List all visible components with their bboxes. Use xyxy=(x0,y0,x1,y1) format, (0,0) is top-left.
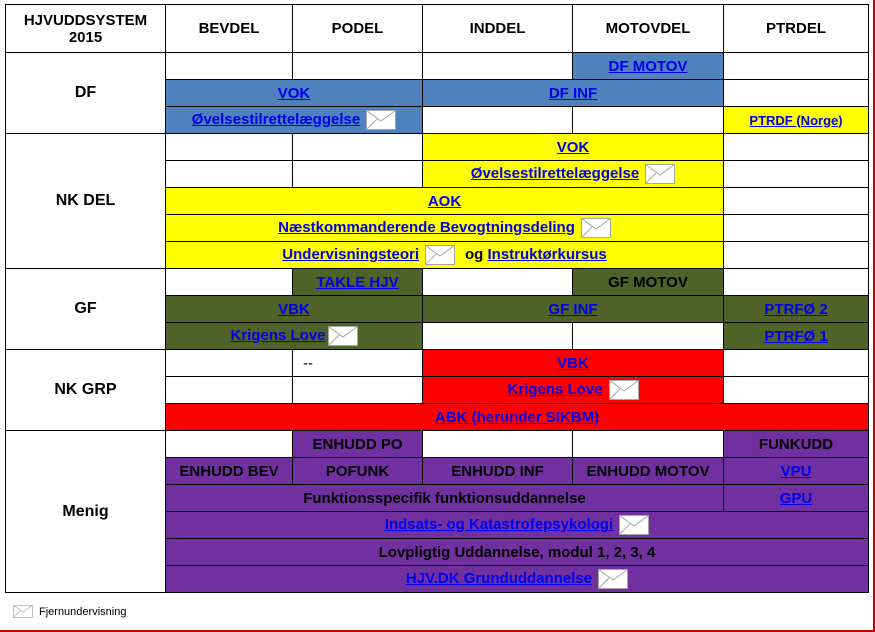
df-ovelse-link[interactable]: Øvelsestilrettelæggelse xyxy=(191,110,361,128)
empty-cell xyxy=(166,431,293,458)
envelope-icon xyxy=(13,605,33,618)
lovpligtig-cell: Lovpligtig Uddannelse, modul 1, 2, 3, 4 xyxy=(166,539,869,566)
ptrdf-link[interactable]: PTRDF (Norge) xyxy=(749,112,843,128)
column-header-motovdel: MOTOVDEL xyxy=(573,5,724,53)
nkdel-vok-link[interactable]: VOK xyxy=(556,138,590,156)
gf-takle-link[interactable]: TAKLE HJV xyxy=(316,273,399,291)
nkdel-instruktor-link[interactable]: Instruktørkursus xyxy=(487,245,607,263)
funktionsspecifik-cell: Funktionsspecifik funktionsuddannelse xyxy=(166,485,724,512)
empty-cell xyxy=(423,323,573,350)
enhudd-inf-cell: ENHUDD INF xyxy=(423,458,573,485)
row-label-gf: GF xyxy=(6,269,166,350)
nkgrp-abk-link[interactable]: ABK (herunder SIKBM) xyxy=(434,408,600,426)
ptrdf-cell xyxy=(724,107,869,134)
row-label-df: DF xyxy=(6,53,166,134)
column-header-ptrdel: PTRDEL xyxy=(724,5,869,53)
nkdel-naestkommanderende-cell xyxy=(166,215,724,242)
gf-inf-link[interactable]: GF INF xyxy=(548,300,598,318)
envelope-icon xyxy=(425,245,455,265)
nkdel-undervisning-cell xyxy=(166,242,724,269)
nkdel-ovelse-link[interactable]: Øvelsestilrettelæggelse xyxy=(470,164,640,182)
nkgrp-dash-cell: -- xyxy=(293,350,423,377)
nkgrp-abk-cell xyxy=(166,404,869,431)
row-label-nkgrp: NK GRP xyxy=(6,350,166,431)
envelope-icon xyxy=(366,110,396,130)
nkgrp-vbk-cell xyxy=(423,350,724,377)
menig-label-text: Menig xyxy=(62,502,109,520)
empty-cell xyxy=(166,53,293,80)
df-inf-link[interactable]: DF INF xyxy=(548,84,598,102)
empty-cell xyxy=(293,134,423,161)
empty-cell xyxy=(724,377,869,404)
gf-vbk-link[interactable]: VBK xyxy=(278,300,310,318)
empty-cell xyxy=(423,53,573,80)
empty-cell xyxy=(724,188,869,215)
ptrfo1-link[interactable]: PTRFØ 1 xyxy=(764,327,828,345)
empty-cell xyxy=(293,161,423,188)
empty-cell xyxy=(166,134,293,161)
empty-cell xyxy=(724,350,869,377)
enhudd-bev-cell: ENHUDD BEV xyxy=(166,458,293,485)
gf-vbk-cell xyxy=(166,296,423,323)
empty-cell xyxy=(423,431,573,458)
grund-cell xyxy=(166,566,869,593)
empty-cell xyxy=(293,377,423,404)
df-vok-cell xyxy=(166,80,423,107)
grund-link[interactable]: HJV.DK Grunduddannelse xyxy=(405,569,593,587)
nkdel-vok-cell xyxy=(423,134,724,161)
envelope-icon xyxy=(619,515,649,535)
empty-cell xyxy=(423,269,573,296)
nkdel-aok-cell xyxy=(166,188,724,215)
df-motov-cell xyxy=(573,53,724,80)
nkdel-undervisning-link[interactable]: Undervisningsteori xyxy=(282,245,419,263)
nkgrp-krigens-cell xyxy=(423,377,724,404)
funkudd-cell: FUNKUDD xyxy=(724,431,869,458)
pofunk-cell: POFUNK xyxy=(293,458,423,485)
ptrfo2-link[interactable]: PTRFØ 2 xyxy=(764,300,828,318)
nkgrp-krigens-link[interactable]: Krigens Love xyxy=(507,380,603,398)
gf-krigens-cell xyxy=(166,323,423,350)
enhudd-po-cell: ENHUDD PO xyxy=(293,431,423,458)
empty-cell xyxy=(724,215,869,242)
corner-line1: HJVUDDSYSTEM xyxy=(23,11,148,29)
gf-takle-cell xyxy=(293,269,423,296)
gf-inf-cell xyxy=(423,296,724,323)
empty-cell xyxy=(724,134,869,161)
indsats-link[interactable]: Indsats- og Katastrofepsykologi xyxy=(384,515,614,533)
empty-cell xyxy=(573,323,724,350)
nkdel-naestkommanderende-link[interactable]: Næstkommanderende Bevogtningsdeling xyxy=(278,218,575,236)
empty-cell xyxy=(423,107,573,134)
legend-text: Fjernundervisning xyxy=(39,605,127,618)
df-motov-link[interactable]: DF MOTOV xyxy=(608,57,688,75)
empty-cell xyxy=(166,377,293,404)
envelope-icon xyxy=(581,218,611,238)
column-header-inddel: INDDEL xyxy=(423,5,573,53)
ptrfo1-cell xyxy=(724,323,869,350)
empty-cell xyxy=(166,161,293,188)
table-corner-title xyxy=(6,5,166,53)
column-header-podel: PODEL xyxy=(293,5,423,53)
df-inf-cell xyxy=(423,80,724,107)
empty-cell xyxy=(724,269,869,296)
nkdel-ovelse-cell xyxy=(423,161,724,188)
empty-cell xyxy=(724,53,869,80)
education-system-table xyxy=(5,4,869,593)
empty-cell xyxy=(573,431,724,458)
row-label-menig xyxy=(6,431,166,593)
empty-cell xyxy=(724,161,869,188)
gpu-cell xyxy=(724,485,869,512)
envelope-icon xyxy=(645,164,675,184)
empty-cell xyxy=(724,242,869,269)
column-header-bevdel: BEVDEL xyxy=(166,5,293,53)
nkgrp-vbk-link[interactable]: VBK xyxy=(557,354,589,372)
vpu-link[interactable]: VPU xyxy=(780,462,812,480)
vpu-cell xyxy=(724,458,869,485)
empty-cell xyxy=(166,269,293,296)
gf-krigens-link[interactable]: Krigens Love xyxy=(230,326,326,344)
envelope-icon xyxy=(328,326,358,346)
gpu-link[interactable]: GPU xyxy=(779,489,813,507)
envelope-icon xyxy=(609,380,639,400)
empty-cell xyxy=(166,350,293,377)
legend xyxy=(13,605,126,618)
envelope-icon xyxy=(598,569,628,589)
empty-cell xyxy=(293,53,423,80)
empty-cell xyxy=(573,107,724,134)
enhudd-motov-cell: ENHUDD MOTOV xyxy=(573,458,724,485)
df-vok-link[interactable]: VOK xyxy=(277,84,311,102)
gf-motov-cell: GF MOTOV xyxy=(573,269,724,296)
indsats-cell xyxy=(166,512,869,539)
og-text: og xyxy=(465,245,484,263)
nkdel-aok-link[interactable]: AOK xyxy=(427,192,462,210)
row-label-nkdel: NK DEL xyxy=(6,134,166,269)
df-ovelse-cell xyxy=(166,107,423,134)
ptrfo2-cell xyxy=(724,296,869,323)
corner-line2: 2015 xyxy=(68,28,103,46)
empty-cell xyxy=(724,80,869,107)
